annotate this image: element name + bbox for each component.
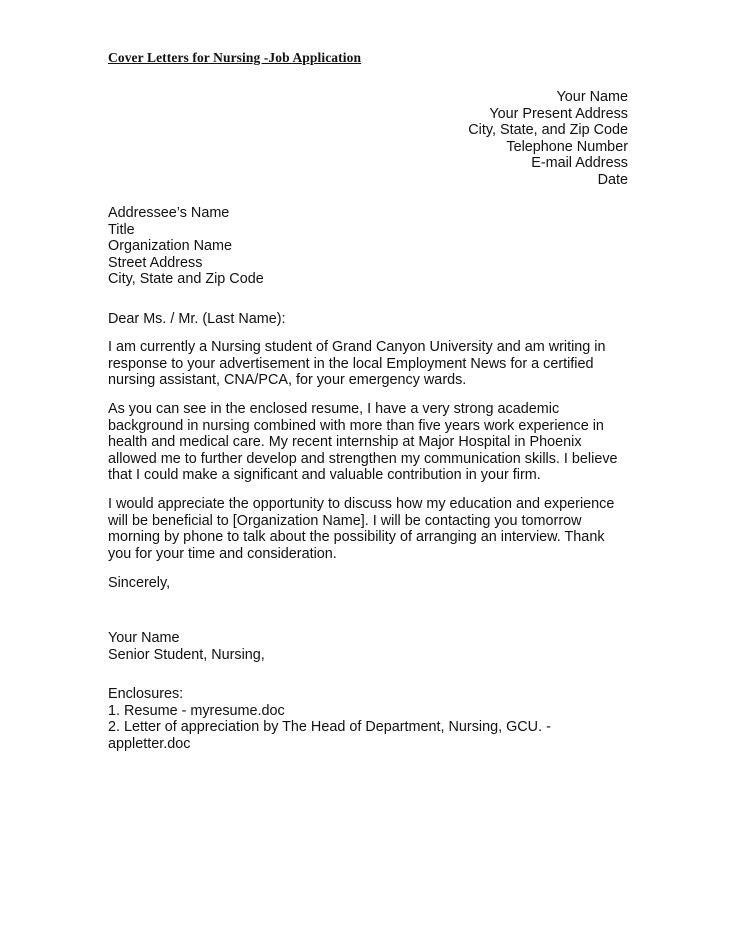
paragraph-line: allowed me to further develop and strengthen my communication skills. I believe [108,450,618,467]
paragraph-line: response to your advertisement in the local Employment News for a certified [108,355,594,372]
enclosures-block [108,686,551,752]
recipient-city-state-zip: City, State and Zip Code [108,271,264,288]
paragraph-line: you for your time and consideration. [108,545,337,562]
signature-block [108,630,265,663]
paragraph-line: will be beneficial to [Organization Name]. I will be contacting you tomorrow [108,512,582,529]
paragraph-line: nursing assistant, CNA/PCA, for your emergency wards. [108,372,467,389]
recipient-name: Addressee’s Name [108,205,230,221]
paragraph-line: background in nursing combined with more than five years work experience in [108,417,604,434]
paragraph-line: I would appreciate the opportunity to discuss how my education and experience [108,496,615,512]
enclosure-item: appletter.doc [108,735,191,752]
signature-name: Your Name [108,630,180,646]
sender-name: Your Name [556,89,628,105]
paragraph-line: I am currently a Nursing student of Grand Canyon University and am writing in [108,339,606,355]
body-paragraph-2 [108,401,628,484]
sender-address: Your Present Address [489,105,628,122]
sender-address-block [468,89,628,189]
recipient-street: Street Address [108,254,203,271]
enclosures-heading: Enclosures: [108,686,184,702]
paragraph-line: morning by phone to talk about the possibility of arranging an interview. Thank [108,529,605,546]
sender-telephone: Telephone Number [506,138,628,155]
paragraph-line: As you can see in the enclosed resume, I have a very strong academic [108,401,560,417]
signature-role: Senior Student, Nursing, [108,646,265,663]
recipient-address-block [108,205,264,288]
salutation: Dear Ms. / Mr. (Last Name): [108,311,286,327]
enclosure-item: 2. Letter of appreciation by The Head of Department, Nursing, GCU. - [108,719,551,736]
sender-city-state-zip: City, State, and Zip Code [468,122,628,139]
body-paragraph-1 [108,339,628,389]
closing: Sincerely, [108,575,171,591]
paragraph-line: health and medical care. My recent internship at Major Hospital in Phoenix [108,434,582,451]
body-paragraph-3 [108,496,628,562]
recipient-organization: Organization Name [108,238,232,255]
letter-date: Date [597,171,628,188]
recipient-title: Title [108,221,135,238]
document-title: Cover Letters for Nursing -Job Application [108,50,362,65]
enclosure-item: 1. Resume - myresume.doc [108,702,285,719]
sender-email: E-mail Address [531,155,628,172]
paragraph-line: that I could make a significant and valuable contribution in your firm. [108,467,541,484]
